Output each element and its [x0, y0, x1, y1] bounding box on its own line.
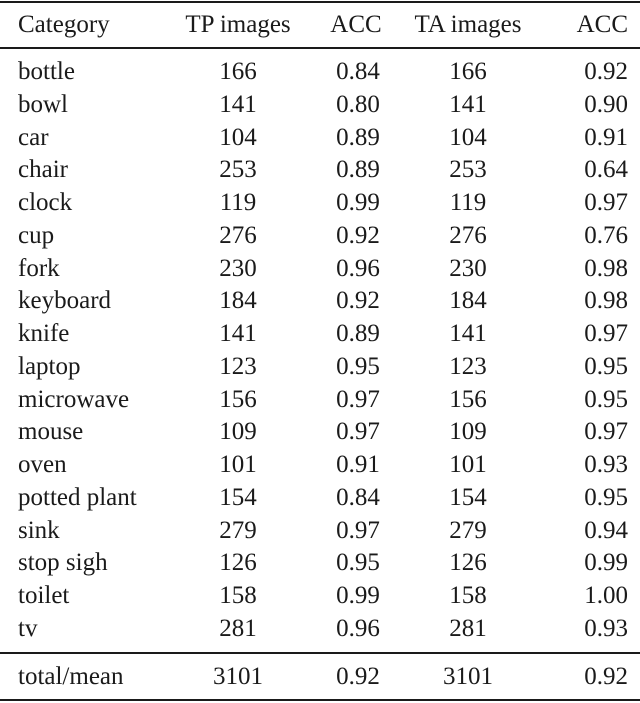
header-ta-images: TA images — [414, 11, 522, 38]
row-tp-acc: 0.96 — [336, 614, 380, 642]
row-tp-images: 154 — [219, 483, 257, 511]
row-ta-acc: 0.93 — [584, 451, 628, 478]
row-ta-images: 230 — [449, 254, 487, 282]
bottom-rule — [0, 699, 640, 701]
row-category: potted plant — [18, 483, 137, 511]
total-tp-images: 3101 — [213, 663, 263, 690]
row-tp-images: 253 — [219, 156, 257, 184]
row-ta-images: 109 — [449, 418, 487, 446]
header-ta-acc: ACC — [576, 11, 628, 38]
row-ta-images: 141 — [449, 90, 487, 118]
row-tp-acc: 0.95 — [336, 549, 380, 577]
row-tp-images: 279 — [219, 516, 257, 544]
row-ta-acc: 1.00 — [584, 582, 628, 609]
row-category: clock — [18, 189, 73, 216]
table-row — [0, 187, 640, 219]
row-ta-acc: 0.99 — [584, 549, 628, 577]
row-category: keyboard — [18, 287, 112, 315]
row-ta-images: 123 — [449, 352, 487, 380]
row-category: bowl — [18, 90, 68, 118]
row-ta-images: 104 — [449, 123, 487, 151]
row-tp-acc: 0.95 — [336, 352, 380, 380]
row-ta-images: 154 — [449, 483, 487, 511]
row-tp-images: 119 — [219, 189, 257, 216]
row-tp-acc: 0.99 — [336, 189, 380, 216]
row-ta-acc: 0.97 — [584, 320, 628, 347]
table-row — [0, 220, 640, 252]
table-row — [0, 56, 640, 88]
row-category: stop sigh — [18, 549, 108, 577]
row-category: chair — [18, 156, 68, 184]
row-tp-images: 123 — [219, 352, 257, 380]
row-tp-acc: 0.97 — [336, 385, 380, 413]
table-row — [0, 515, 640, 547]
row-ta-acc: 0.98 — [584, 254, 628, 282]
row-tp-acc: 0.97 — [336, 418, 380, 446]
row-category: knife — [18, 320, 70, 347]
total-category: total/mean — [18, 663, 124, 690]
total-rule — [0, 652, 640, 654]
row-category: car — [18, 123, 49, 151]
row-ta-images: 184 — [449, 287, 487, 315]
table-row — [0, 318, 640, 350]
header-tp-images: TP images — [185, 11, 291, 38]
row-category: sink — [18, 516, 60, 544]
row-ta-acc: 0.98 — [584, 287, 628, 315]
table-row — [0, 580, 640, 612]
row-tp-acc: 0.84 — [336, 483, 380, 511]
row-tp-images: 101 — [219, 451, 257, 478]
table-row — [0, 253, 640, 285]
row-tp-images: 166 — [219, 58, 257, 85]
row-category: toilet — [18, 582, 70, 609]
row-ta-images: 279 — [449, 516, 487, 544]
row-tp-acc: 0.96 — [336, 254, 380, 282]
row-tp-images: 141 — [219, 320, 257, 347]
table-row — [0, 285, 640, 317]
row-category: bottle — [18, 58, 75, 85]
total-ta-images: 3101 — [443, 663, 493, 690]
row-category: laptop — [18, 352, 81, 380]
header-category: Category — [18, 11, 110, 38]
row-category: microwave — [18, 385, 130, 413]
row-category: mouse — [18, 418, 84, 446]
table-row — [0, 154, 640, 186]
row-ta-images: 281 — [449, 614, 487, 642]
row-ta-images: 276 — [449, 221, 487, 249]
row-tp-acc: 0.84 — [336, 58, 380, 85]
row-ta-acc: 0.64 — [584, 156, 628, 184]
row-tp-acc: 0.91 — [336, 451, 380, 478]
row-tp-images: 281 — [219, 614, 257, 642]
row-ta-acc: 0.93 — [584, 614, 628, 642]
top-rule — [0, 1, 640, 3]
header-tp-acc: ACC — [330, 11, 382, 38]
row-tp-images: 104 — [219, 123, 257, 151]
total-ta-acc: 0.92 — [584, 663, 628, 690]
table-total-row — [0, 661, 640, 693]
row-tp-images: 184 — [219, 287, 257, 315]
row-tp-images: 126 — [219, 549, 257, 577]
row-ta-images: 141 — [449, 320, 487, 347]
row-tp-acc: 0.92 — [336, 221, 380, 249]
row-tp-acc: 0.99 — [336, 582, 380, 609]
row-tp-acc: 0.92 — [336, 287, 380, 315]
row-ta-acc: 0.97 — [584, 189, 628, 216]
table-row — [0, 482, 640, 514]
row-tp-images: 141 — [219, 90, 257, 118]
table-row — [0, 384, 640, 416]
row-ta-acc: 0.76 — [584, 221, 628, 249]
table-row — [0, 122, 640, 154]
table-header-row — [0, 9, 640, 41]
total-tp-acc: 0.92 — [336, 663, 380, 690]
row-tp-acc: 0.89 — [336, 320, 380, 347]
row-tp-images: 109 — [219, 418, 257, 446]
row-tp-images: 158 — [219, 582, 257, 609]
row-ta-acc: 0.91 — [584, 123, 628, 151]
row-tp-images: 276 — [219, 221, 257, 249]
table-row — [0, 351, 640, 383]
row-ta-images: 126 — [449, 549, 487, 577]
row-tp-acc: 0.80 — [336, 90, 380, 118]
row-tp-images: 156 — [219, 385, 257, 413]
row-tp-images: 230 — [219, 254, 257, 282]
row-tp-acc: 0.89 — [336, 156, 380, 184]
table-row — [0, 449, 640, 481]
row-tp-acc: 0.89 — [336, 123, 380, 151]
row-ta-acc: 0.95 — [584, 385, 628, 413]
row-ta-images: 158 — [449, 582, 487, 609]
table-row — [0, 416, 640, 448]
table-row — [0, 89, 640, 121]
row-tp-acc: 0.97 — [336, 516, 380, 544]
row-ta-acc: 0.90 — [584, 90, 628, 118]
row-ta-acc: 0.95 — [584, 352, 628, 380]
row-ta-images: 156 — [449, 385, 487, 413]
row-category: oven — [18, 451, 67, 478]
row-category: tv — [18, 614, 38, 642]
row-ta-images: 253 — [449, 156, 487, 184]
row-category: fork — [18, 254, 60, 282]
header-rule — [0, 47, 640, 49]
row-ta-images: 119 — [449, 189, 487, 216]
row-ta-acc: 0.94 — [584, 516, 628, 544]
row-category: cup — [18, 221, 55, 249]
table-row — [0, 547, 640, 579]
row-ta-acc: 0.97 — [584, 418, 628, 446]
row-ta-acc: 0.95 — [584, 483, 628, 511]
row-ta-acc: 0.92 — [584, 58, 628, 85]
row-ta-images: 101 — [449, 451, 487, 478]
row-ta-images: 166 — [449, 58, 487, 85]
table-row — [0, 613, 640, 645]
